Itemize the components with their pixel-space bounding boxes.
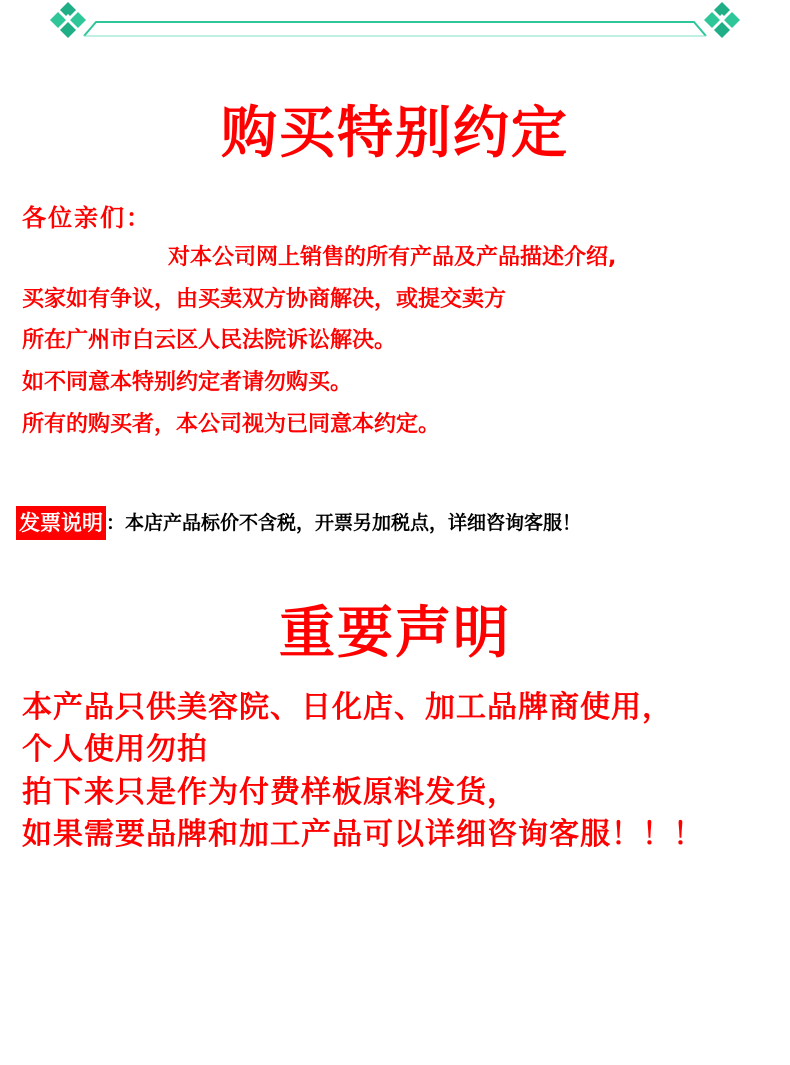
invoice-label-badge: 发票说明 xyxy=(16,506,106,540)
notice-line-2: 个人使用勿拍 xyxy=(22,732,208,767)
agreement-line-4: 如不同意本特别约定者请勿购买。 xyxy=(22,370,353,395)
greeting-text: 各位亲们： xyxy=(22,204,152,232)
top-decorative-border xyxy=(0,0,790,50)
notice-line-4: 如果需要品牌和加工产品可以详细咨询客服！！！ xyxy=(22,817,704,852)
agreement-line-1: 对本公司网上销售的所有产品及产品描述介绍, xyxy=(168,245,617,270)
notice-line-1: 本产品只供美容院、日化店、加工品牌商使用， xyxy=(22,690,673,725)
agreement-line-3: 所在广州市白云区人民法院诉讼解决。 xyxy=(22,328,397,353)
invoice-note-text: ：本店产品标价不含税，开票另加税点，详细咨询客服！ xyxy=(106,512,582,534)
important-notice-title: 重要声明 xyxy=(279,601,511,666)
notice-line-3: 拍下来只是作为付费样板原料发货， xyxy=(22,775,518,810)
diamond-cluster-icon xyxy=(704,2,740,38)
diamond-cluster-icon xyxy=(50,2,86,38)
invoice-note xyxy=(16,505,581,541)
agreement-line-5: 所有的购买者，本公司视为已同意本约定。 xyxy=(22,412,441,437)
agreement-line-2: 买家如有争议，由买卖双方协商解决，或提交卖方 xyxy=(22,287,507,312)
purchase-agreement-title: 购买特别约定 xyxy=(221,101,569,166)
